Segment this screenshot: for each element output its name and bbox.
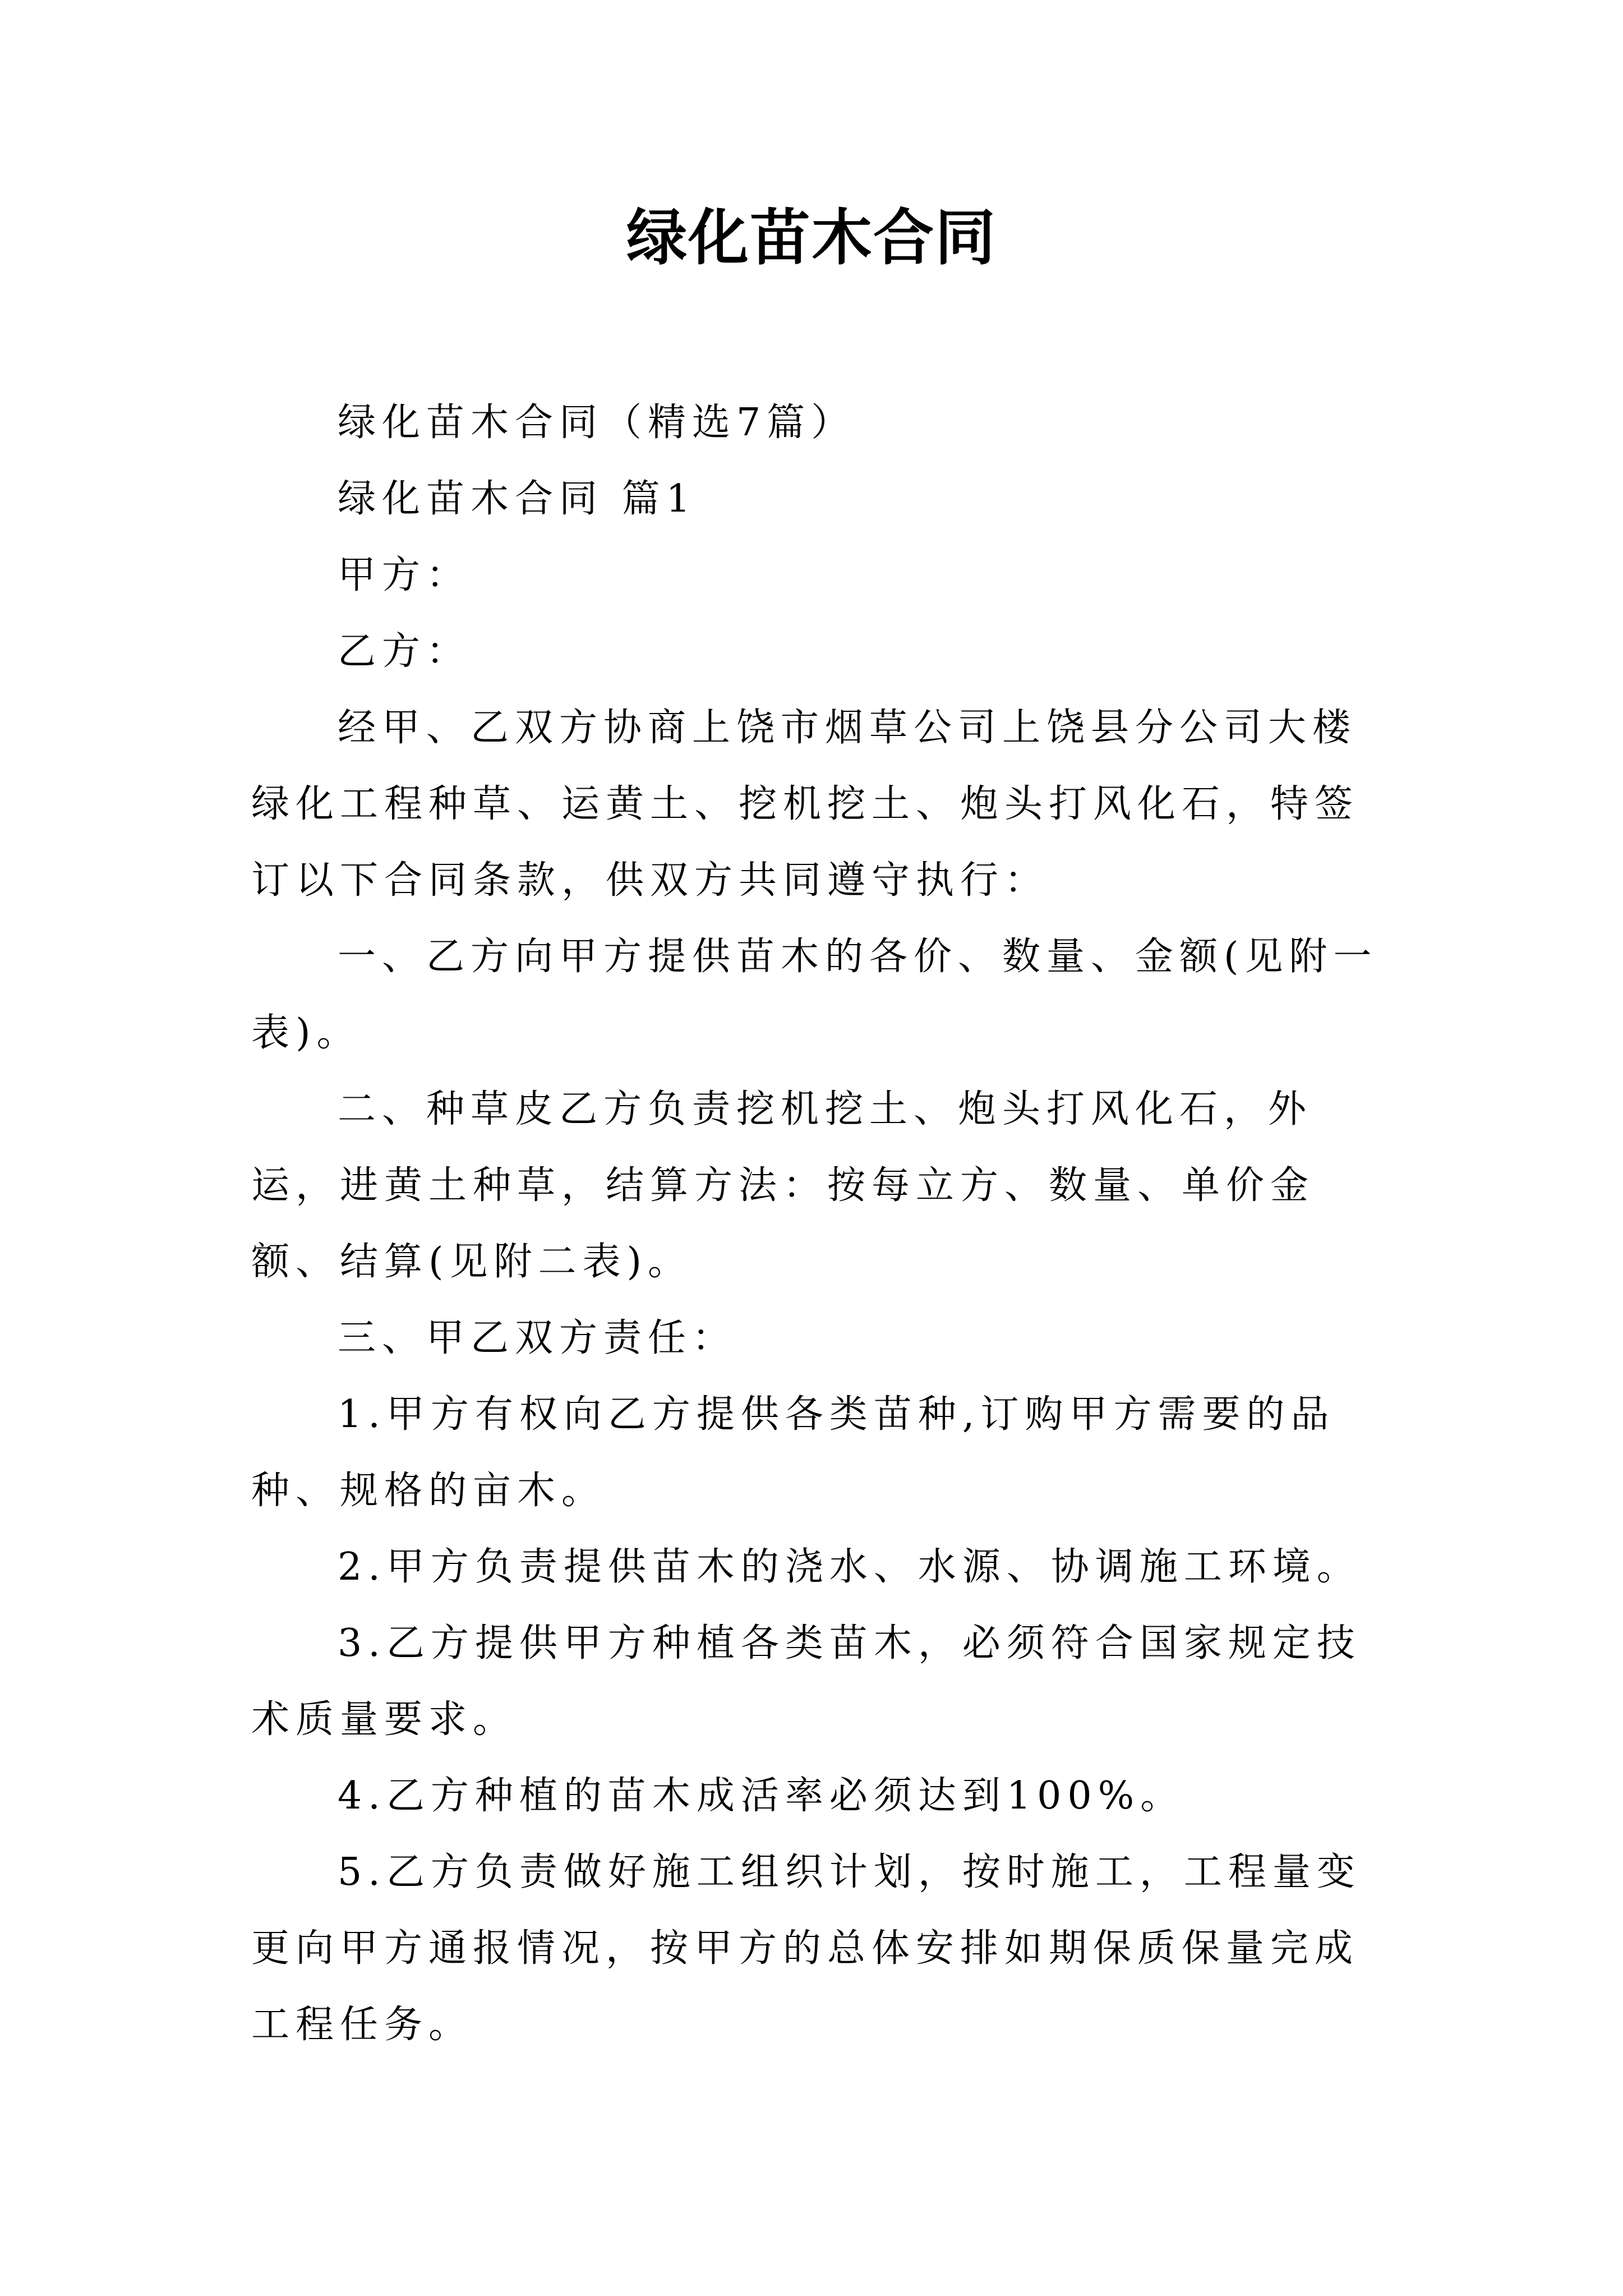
paragraph-preamble: 经甲、乙双方协商上饶市烟草公司上饶县分公司大楼绿化工程种草、运黄土、挖机挖土、炮头打风化石，特签订以下合同条款，供双方共同遵守执行： xyxy=(251,706,1359,903)
paragraph-item-4: 4.乙方种植的苗木成活率必须达到100%。 xyxy=(338,1774,1185,1818)
paragraph-item-1: 1.甲方有权向乙方提供各类苗种,订购甲方需要的品种、规格的亩木。 xyxy=(251,1392,1335,1513)
paragraph-clause-3: 三、甲乙双方责任： xyxy=(338,1316,737,1360)
paragraph-item-3: 3.乙方提供甲方种植各类苗木，必须符合国家规定技术质量要求。 xyxy=(251,1621,1361,1742)
paragraph-clause-2: 二、种草皮乙方负责挖机挖土、炮头打风化石，外运，进黄土种草，结算方法：按每立方、数量、单价金额、结算(见附二表)。 xyxy=(251,1087,1315,1284)
paragraph-clause-1: 一、乙方向甲方提供苗木的各价、数量、金额(见附一表)。 xyxy=(251,935,1378,1055)
paragraph-item-2: 2.甲方负责提供苗木的浇水、水源、协调施工环境。 xyxy=(338,1545,1361,1589)
document-title: 绿化苗木合同 xyxy=(626,203,997,273)
paragraph-item-5: 5.乙方负责做好施工组织计划，按时施工，工程量变更向甲方通报情况，按甲方的总体安排如期保质保量完成工程任务。 xyxy=(251,1850,1361,2047)
document-body xyxy=(251,385,1387,2063)
paragraph-party-b: 乙方： xyxy=(338,629,471,674)
paragraph-party-a: 甲方： xyxy=(338,553,471,597)
paragraph-section-heading: 绿化苗木合同 篇1 xyxy=(338,477,697,521)
paragraph-subtitle: 绿化苗木合同（精选7篇） xyxy=(338,401,856,445)
